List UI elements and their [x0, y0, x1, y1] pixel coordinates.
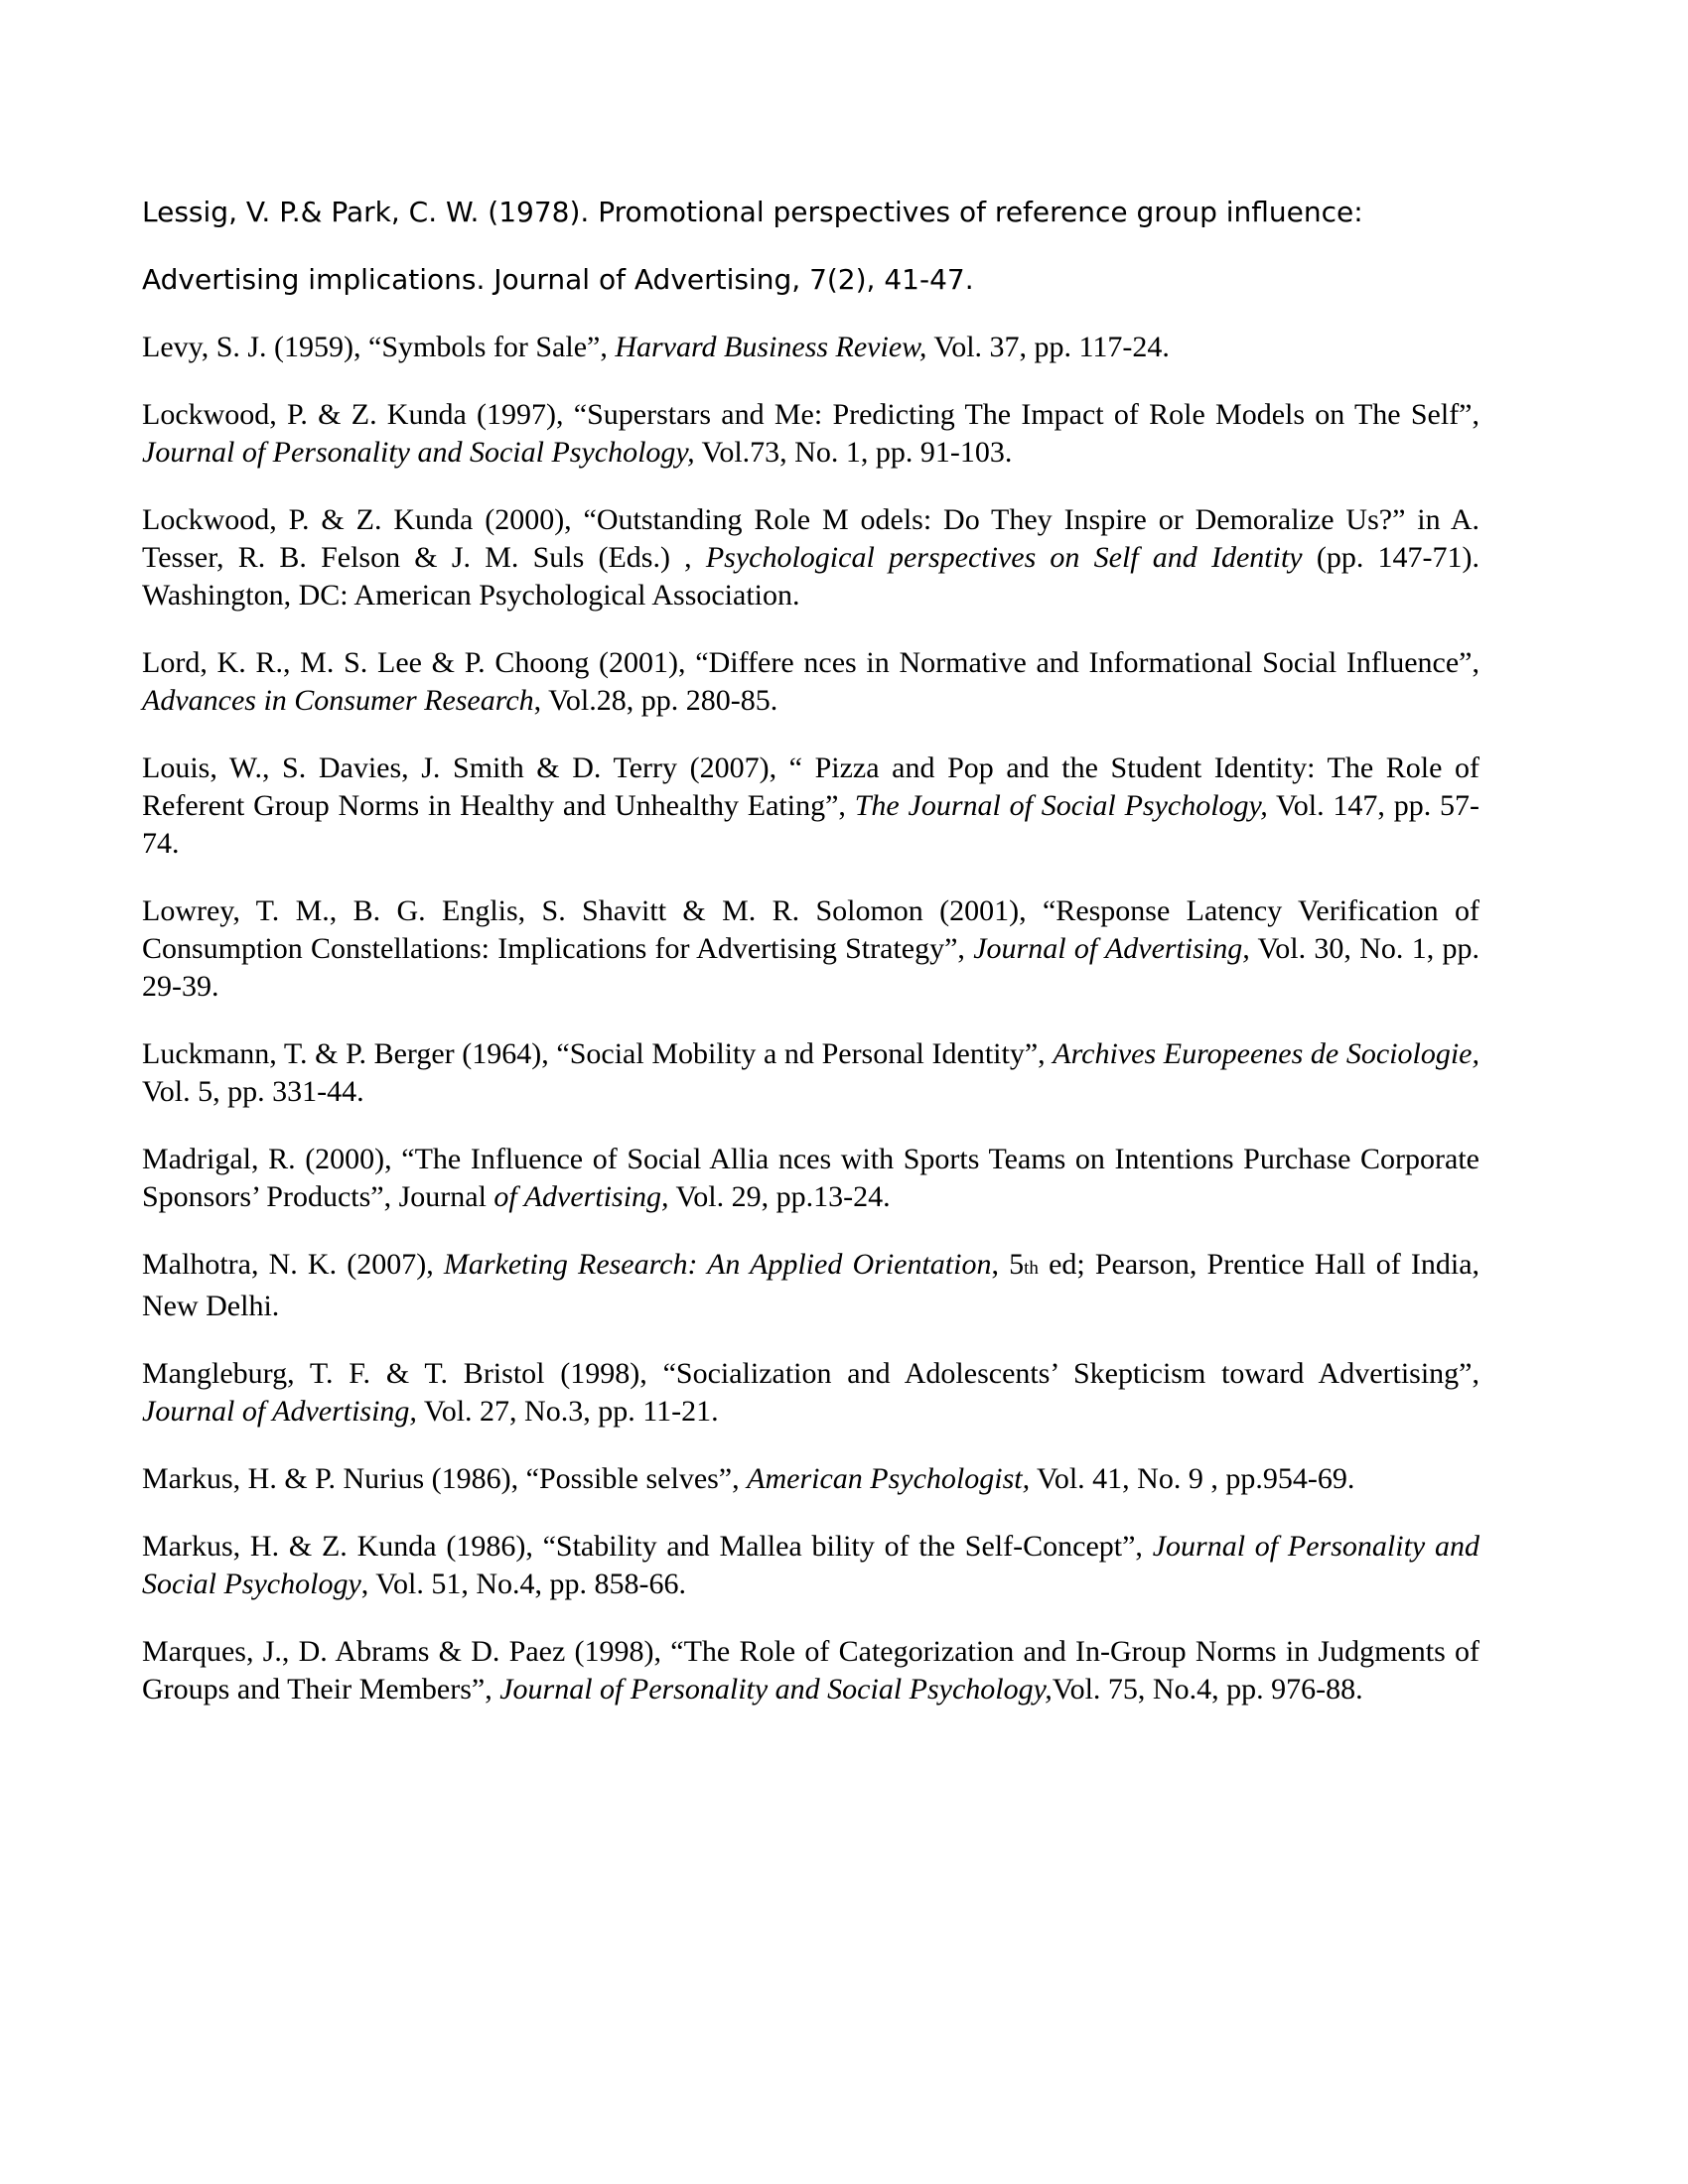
text-segment: Marques, J., D. Abrams & D. Paez (1998), “The Role of Categorization and In-Group Norms in Judgments of Groups and Their Members”, [142, 1635, 1479, 1706]
journal-title-segment: Journal of Advertising, [142, 1395, 417, 1428]
text-segment: Madrigal, R. (2000), “The Influence of Social Allia nces with Sports Teams on Intentions Purchase Corporate Sponsors’ Products”, Journal [142, 1143, 1479, 1213]
reference-paragraph [142, 261, 1479, 299]
reference-paragraph [142, 1528, 1479, 1603]
text-segment: Advertising implications. Journal of Advertising, 7(2), 41-47. [142, 263, 974, 296]
text-segment: Malhotra, N. K. (2007), [142, 1248, 444, 1281]
reference-paragraph [142, 1141, 1479, 1216]
reference-paragraph [142, 194, 1479, 231]
journal-title-segment: Marketing Research: An Applied Orientation [443, 1248, 992, 1281]
text-segment: , 5 [991, 1248, 1025, 1281]
reference-paragraph [142, 396, 1479, 472]
journal-title-segment: Advances in Consumer Research [142, 684, 534, 717]
text-segment: Vol.73, No. 1, pp. 91-103. [694, 436, 1013, 469]
journal-title-segment: Journal of Personality and Social Psychology, [499, 1673, 1053, 1706]
journal-title-segment: Journal of Advertising, [973, 932, 1250, 965]
text-segment: Markus, H. & P. Nurius (1986), “Possible selves”, [142, 1462, 748, 1495]
text-segment: Luckmann, T. & P. Berger (1964), “Social Mobility a nd Personal Identity”, [142, 1037, 1054, 1070]
text-segment: Lowrey, T. M., B. G. Englis, S. Shavitt & M. R. Solomon (2001), “Response Latency Verification of Consumption Constellations: Implications for Advertising Strategy”, [142, 894, 1479, 965]
reference-paragraph [142, 750, 1479, 863]
reference-paragraph [142, 1035, 1479, 1111]
text-segment: Vol. 37, pp. 117-24. [926, 331, 1170, 363]
journal-title-segment: American Psychologist, [747, 1462, 1031, 1495]
journal-title-segment: The Journal of Social Psychology, [854, 789, 1268, 822]
reference-paragraph [142, 501, 1479, 614]
text-segment: (pp. 147-71). Washington, DC: American Psychological Association. [142, 541, 1479, 612]
text-segment: Lessig, V. P.& Park, C. W. (1978). Promotional perspectives of reference group influence: [142, 196, 1363, 228]
reference-paragraph [142, 329, 1479, 366]
reference-paragraph [142, 892, 1479, 1006]
text-segment: Vol. 41, No. 9 , pp.954-69. [1030, 1462, 1355, 1495]
reference-paragraph [142, 1246, 1479, 1325]
text-segment: Mangleburg, T. F. & T. Bristol (1998), “Socialization and Adolescents’ Skepticism toward Advertising”, [142, 1357, 1479, 1390]
text-segment: Vol. 29, pp.13-24. [668, 1180, 891, 1213]
text-segment: Louis, W., S. Davies, J. Smith & D. Terry (2007), “ Pizza and Pop and the Student Identity: The Role of Referent Group Norms in Healthy and Unhealthy Eating”, [142, 751, 1479, 822]
text-segment: Vol. 27, No.3, pp. 11-21. [416, 1395, 719, 1428]
text-segment: Lockwood, P. & Z. Kunda (1997), “Superstars and Me: Predicting The Impact of Role Models on The Self”, [142, 398, 1479, 431]
text-segment: th [1024, 1258, 1039, 1279]
reference-paragraph [142, 1355, 1479, 1431]
journal-title-segment: Journal of Personality and Social Psychology, [142, 436, 695, 469]
journal-title-segment: Archives Europeenes de Sociologie, [1053, 1037, 1479, 1070]
text-segment: Vol. 30, No. 1, pp. 29-39. [142, 932, 1479, 1003]
journal-title-segment: Harvard Business Review, [615, 331, 927, 363]
references-list [142, 194, 1479, 1738]
reference-paragraph [142, 1460, 1479, 1498]
text-segment: Markus, H. & Z. Kunda (1986), “Stability and Mallea bility of the Self-Concept”, [142, 1530, 1153, 1563]
text-segment: , Vol. 51, No.4, pp. 858-66. [360, 1568, 687, 1600]
text-segment: Vol. 147, pp. 57-74. [142, 789, 1479, 860]
reference-paragraph [142, 1633, 1479, 1708]
reference-paragraph [142, 644, 1479, 720]
text-segment: Vol. 75, No.4, pp. 976-88. [1052, 1673, 1363, 1706]
journal-title-segment: of Advertising, [493, 1180, 669, 1213]
journal-title-segment: Psychological perspectives on Self and Identity [705, 541, 1303, 574]
text-segment: Lord, K. R., M. S. Lee & P. Choong (2001), “Differe nces in Normative and Informational Social Influence”, [142, 646, 1479, 679]
text-segment: Vol. 5, pp. 331-44. [142, 1075, 364, 1108]
text-segment: ed; Pearson, Prentice Hall of India, New Delhi. [142, 1248, 1480, 1322]
journal-title-segment: Journal of Personality and Social Psychology [142, 1530, 1479, 1600]
text-segment: Lockwood, P. & Z. Kunda (2000), “Outstanding Role M odels: Do They Inspire or Demoralize Us?” in A. Tesser, R. B. Felson & J. M. Suls (Eds.) , [142, 503, 1479, 574]
text-segment: Levy, S. J. (1959), “Symbols for Sale”, [142, 331, 616, 363]
text-segment: , Vol.28, pp. 280-85. [533, 684, 778, 717]
